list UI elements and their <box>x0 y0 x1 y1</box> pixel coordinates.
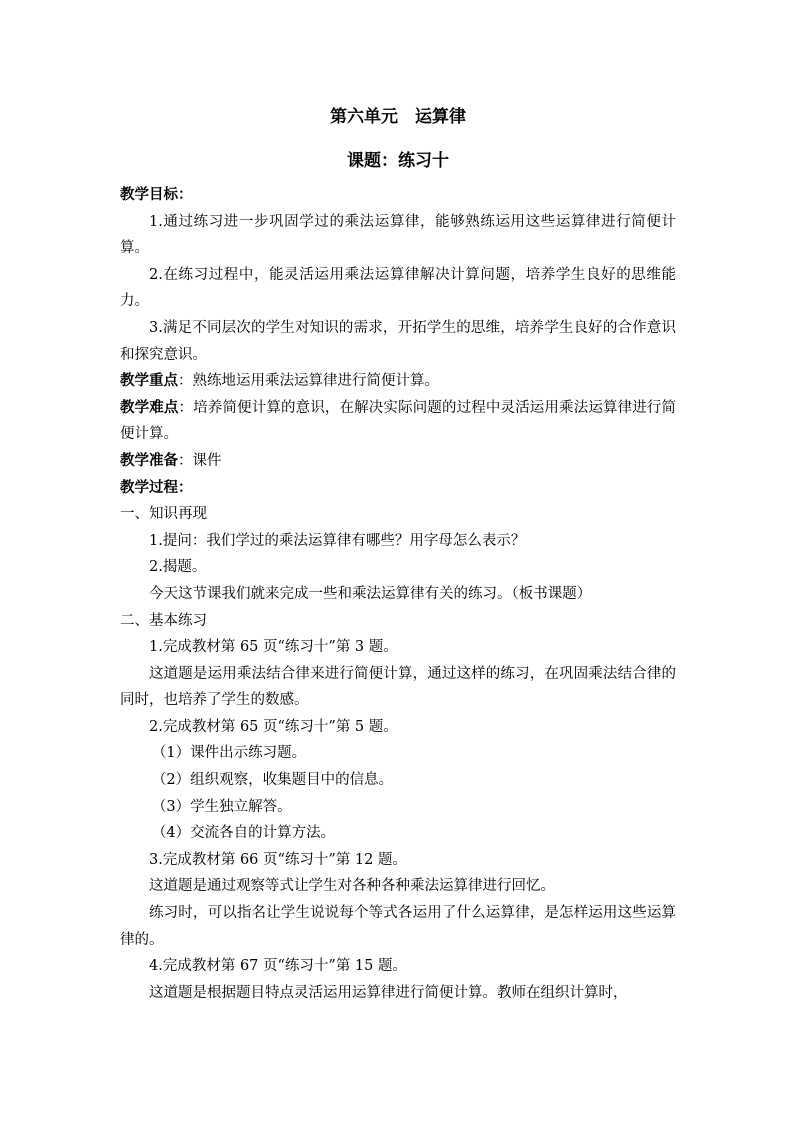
key-point <box>120 368 676 395</box>
section1-item: 今天这节课我们就来完成一些和乘法运算律有关的练习。（板书课题） <box>149 585 592 602</box>
exercise-title: 2.完成教材第 65 页“练习十”第 5 题。 <box>149 718 398 735</box>
exercise-step: （1）课件出示练习题。 <box>151 745 307 762</box>
document-body <box>120 100 676 1006</box>
prep-text: ：课件 <box>178 452 222 469</box>
exercise-step: （2）组织观察，收集题目中的信息。 <box>151 772 394 789</box>
section1-item: 1.提问：我们学过的乘法运算律有哪些？用字母怎么表示？ <box>149 532 526 549</box>
key-point-text: ：熟练地运用乘法运算律进行简便计算。 <box>178 373 439 390</box>
preparation <box>120 448 676 475</box>
difficulty <box>120 395 676 448</box>
process-heading: 教学过程： <box>120 478 193 496</box>
exercise-step: （4）交流各自的计算方法。 <box>151 825 336 842</box>
exercise-title: 3.完成教材第 66 页“练习十”第 12 题。 <box>149 851 407 868</box>
exercise-description: 这道题是运用乘法结合律来进行简便计算，通过这样的练习，在巩固乘法结合律的同时，也培养了学生的数感。 <box>120 665 676 709</box>
exercise-description: 这道题是根据题目特点灵活运用运算律进行简便计算。教师在组织计算时， <box>149 984 628 1001</box>
section2-heading: 二、基本练习 <box>120 612 207 629</box>
objective-item: 1.通过练习进一步巩固学过的乘法运算律，能够熟练运用这些运算律进行简便计算。 <box>120 213 676 257</box>
section1-heading: 一、知识再现 <box>120 506 207 523</box>
exercise-description: 这道题是通过观察等式让学生对各种各种乘法运算律进行回忆。 <box>149 878 555 895</box>
objective-item: 2.在练习过程中，能灵活运用乘法运算律解决计算问题，培养学生良好的思维能力。 <box>120 266 676 310</box>
objective-item: 3.满足不同层次的学生对知识的需求，开拓学生的思维，培养学生良好的合作意识和探究意识。 <box>120 319 676 363</box>
exercise-title: 1.完成教材第 65 页“练习十”第 3 题。 <box>149 639 398 656</box>
prep-label: 教学准备 <box>120 451 178 469</box>
section1-item: 2.揭题。 <box>149 559 207 576</box>
exercise-step: （3）学生独立解答。 <box>151 798 292 815</box>
objectives-heading: 教学目标： <box>120 186 193 203</box>
difficulty-text: ：培养简便计算的意识，在解决实际问题的过程中灵活运用乘法运算律进行简便计算。 <box>120 399 677 443</box>
key-point-label: 教学重点 <box>120 372 178 390</box>
exercise-title: 4.完成教材第 67 页“练习十”第 15 题。 <box>149 958 407 975</box>
difficulty-label: 教学难点 <box>120 398 179 416</box>
lesson-title: 课题：练习十 <box>347 151 449 171</box>
exercise-description: 练习时，可以指名让学生说说每个等式各运用了什么运算律，是怎样运用这些运算律的。 <box>120 905 676 948</box>
unit-title: 第六单元 运算律 <box>330 107 466 127</box>
